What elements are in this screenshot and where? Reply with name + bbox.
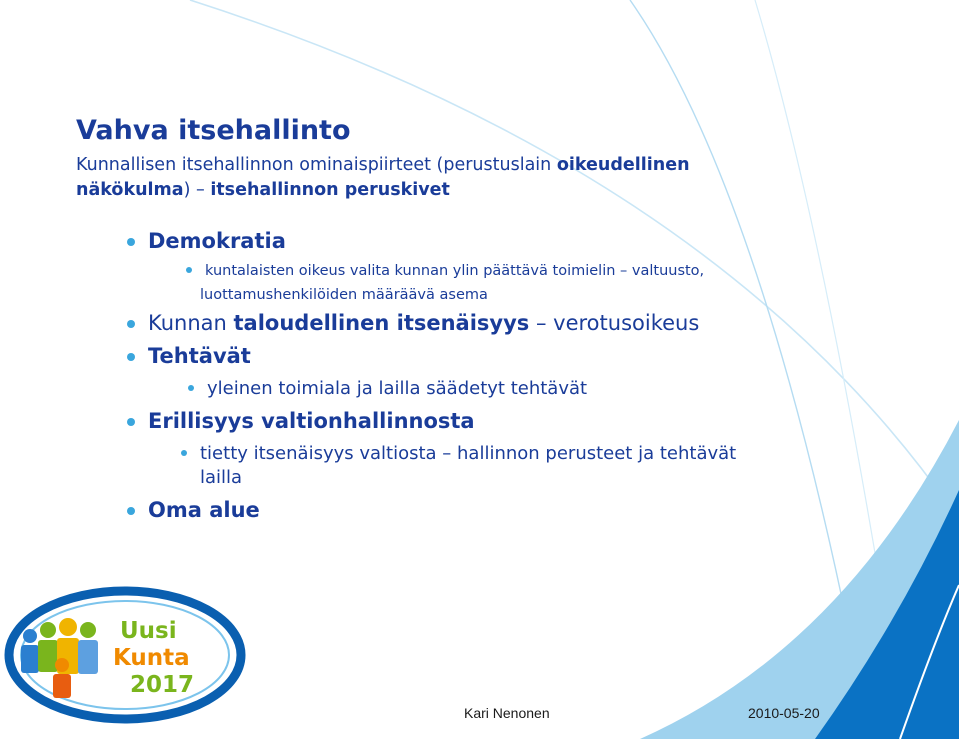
bullet-kunnan-bold: taloudellinen itsenäisyys: [233, 311, 530, 335]
logo-text-uusi: Uusi: [120, 618, 177, 644]
sub-bullet-demokratia-cont: luottamushenkilöiden määräävä asema: [200, 287, 488, 303]
logo-text-year: 2017: [130, 672, 195, 698]
sub-bullet-tehtavat: yleinen toimiala ja lailla säädetyt tehtävät: [207, 378, 588, 399]
subtitle-part1: Kunnallisen itsehallinnon ominaispiirteet (perustuslain: [76, 155, 557, 175]
bullet-kunnan: [148, 311, 699, 335]
bullet-kunnan-rest: – verotusoikeus: [529, 311, 700, 335]
footer-date: 2010-05-20: [748, 705, 820, 721]
subtitle-part2: oikeudellinen näkökulma: [76, 155, 690, 200]
bullet-demokratia: Demokratia: [148, 229, 286, 253]
sub-bullet-demokratia: kuntalaisten oikeus valita kunnan ylin päättävä toimielin – valtuusto,: [205, 259, 704, 283]
bullet-kunnan-lead: Kunnan: [148, 311, 234, 335]
subtitle-part3: ) –: [183, 180, 211, 200]
bullet-oma-alue: Oma alue: [148, 498, 260, 522]
footer-author: Kari Nenonen: [464, 705, 550, 721]
subtitle-part4: itsehallinnon peruskivet: [210, 180, 450, 200]
logo-text-kunta: Kunta: [113, 645, 190, 671]
sub-bullet-erillisyys: tietty itsenäisyys valtiosta – hallinnon perusteet ja tehtävät: [200, 443, 737, 464]
slide-subtitle: [76, 153, 796, 203]
bullet-erillisyys: Erillisyys valtionhallinnosta: [148, 409, 475, 433]
slide-title: Vahva itsehallinto: [76, 115, 351, 146]
bullet-tehtavat: Tehtävät: [148, 344, 251, 368]
sub-bullet-erillisyys-cont: lailla: [200, 467, 243, 488]
uusi-kunta-logo: [9, 591, 241, 719]
